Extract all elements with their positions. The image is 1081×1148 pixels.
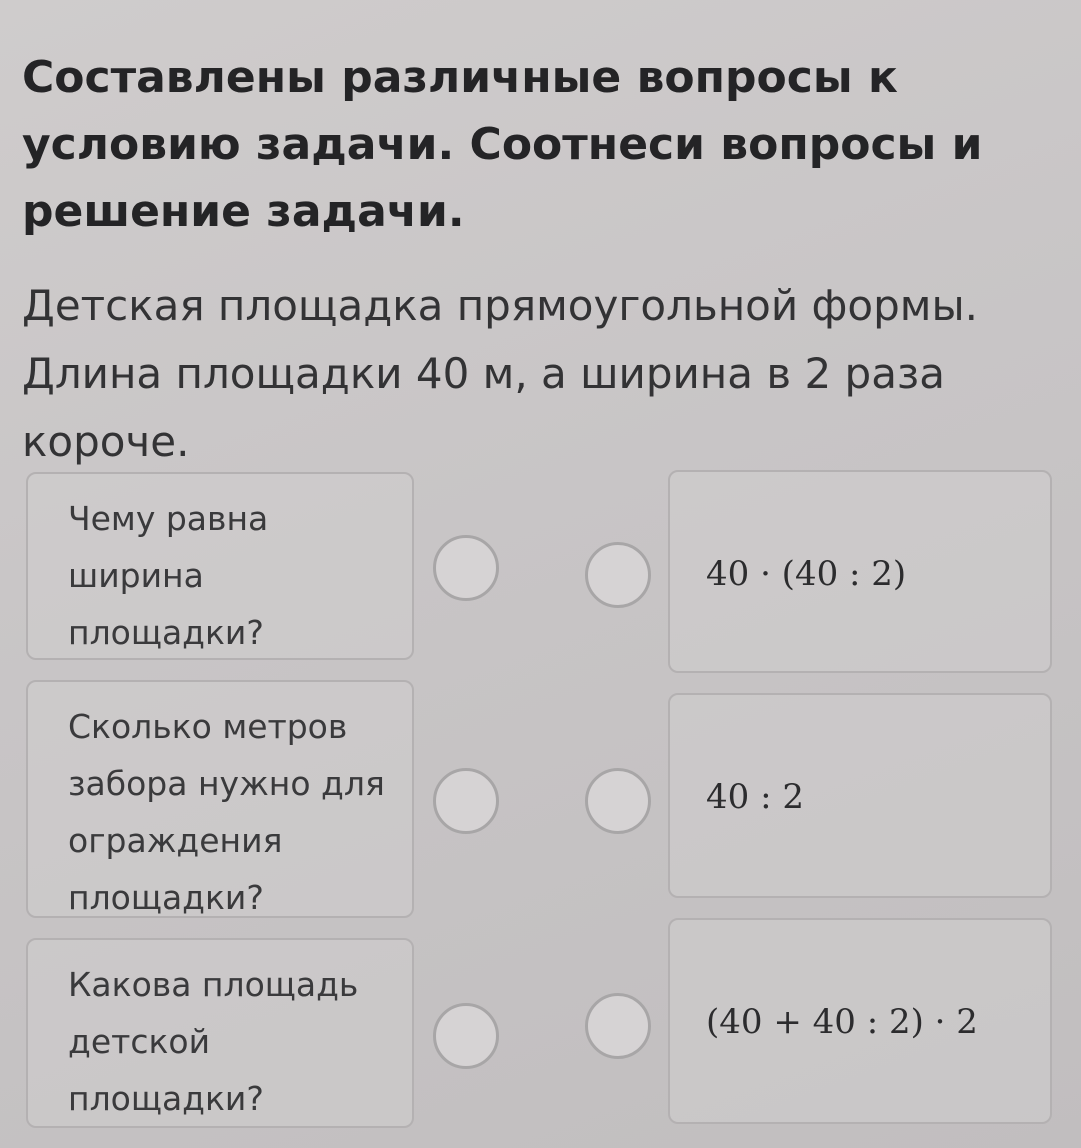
task-title: Составлены различные вопросы к условию задачи. Соотнеси вопросы и решение задачи. xyxy=(22,52,983,237)
answer-card-2[interactable] xyxy=(668,693,1052,898)
answer-text: 40 : 2 xyxy=(706,777,804,817)
answer-text: 40 · (40 : 2) xyxy=(706,554,907,594)
answer-text: (40 + 40 : 2) · 2 xyxy=(706,1002,978,1042)
problem-text: Детская площадка прямоугольной формы. Длина площадки 40 м, а ширина в 2 раза короче. xyxy=(22,281,978,466)
question-card-2[interactable] xyxy=(26,680,414,918)
question-connector-2[interactable] xyxy=(433,768,499,834)
question-text: Сколько метров забора нужно для ограждения площадки? xyxy=(68,707,385,917)
question-text: Чему равна ширина площадки? xyxy=(68,499,269,652)
question-connector-1[interactable] xyxy=(433,535,499,601)
question-card-3[interactable] xyxy=(26,938,414,1128)
question-card-1[interactable] xyxy=(26,472,414,660)
answer-card-3[interactable] xyxy=(668,918,1052,1124)
answer-connector-1[interactable] xyxy=(585,542,651,608)
answer-card-1[interactable] xyxy=(668,470,1052,673)
answer-connector-2[interactable] xyxy=(585,768,651,834)
answer-connector-3[interactable] xyxy=(585,993,651,1059)
question-text: Какова площадь детской площадки? xyxy=(68,965,359,1118)
question-connector-3[interactable] xyxy=(433,1003,499,1069)
